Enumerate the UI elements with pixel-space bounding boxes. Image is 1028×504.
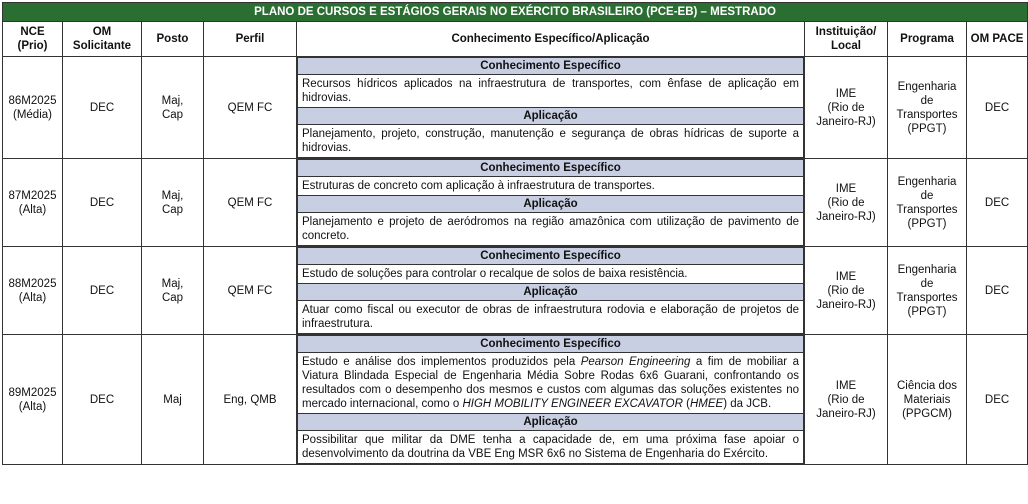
table-row <box>3 335 1028 465</box>
header-nce: NCE (Prio) <box>3 22 63 57</box>
programa-cell: Ciência dos Materiais (PPGCM) <box>888 335 967 465</box>
nce-cell: 87M2025 (Alta) <box>3 159 63 247</box>
subheader-conhecimento: Conhecimento Específico <box>298 248 804 265</box>
posto-cell: Maj, Cap <box>142 247 204 335</box>
conhecimento-cell <box>297 57 805 159</box>
om-cell: DEC <box>63 247 142 335</box>
header-posto: Posto <box>142 22 204 57</box>
pace-cell: DEC <box>967 159 1028 247</box>
conhecimento-cell <box>297 159 805 247</box>
header-om-pace: OM PACE <box>967 22 1028 57</box>
nce-cell: 88M2025 (Alta) <box>3 247 63 335</box>
subheader-aplicacao: Aplicação <box>298 414 804 431</box>
aplicacao-text: Atuar como fiscal ou executor de obras de infraestrutura rodovia e elaboração de projetos de infraestrutura. <box>298 301 804 334</box>
table-row <box>3 247 1028 335</box>
subheader-conhecimento: Conhecimento Específico <box>298 336 804 353</box>
instituicao-cell: IME (Rio de Janeiro-RJ) <box>805 57 888 159</box>
programa-cell: Engenharia de Transportes (PPGT) <box>888 159 967 247</box>
table-row <box>3 57 1028 159</box>
om-cell: DEC <box>63 159 142 247</box>
instituicao-cell: IME (Rio de Janeiro-RJ) <box>805 159 888 247</box>
instituicao-cell: IME (Rio de Janeiro-RJ) <box>805 335 888 465</box>
table-row <box>3 159 1028 247</box>
table-title: PLANO DE CURSOS E ESTÁGIOS GERAIS NO EXÉRCITO BRASILEIRO (PCE-EB) – MESTRADO <box>3 3 1028 22</box>
header-row <box>3 22 1028 57</box>
aplicacao-text: Planejamento e projeto de aeródromos na região amazônica com utilização de pavimento de concreto. <box>298 213 804 246</box>
aplicacao-text: Possibilitar que militar da DME tenha a capacidade de, em uma próxima fase apoiar o desenvolvimento da doutrina da VBE Eng MSR 6x6 no Sistema de Engenharia do Exército. <box>298 431 804 464</box>
nce-cell: 86M2025 (Média) <box>3 57 63 159</box>
posto-cell: Maj, Cap <box>142 57 204 159</box>
subheader-conhecimento: Conhecimento Específico <box>298 160 804 177</box>
conhecimento-text: Estruturas de concreto com aplicação à infraestrutura de transportes. <box>298 177 804 196</box>
header-conhecimento: Conhecimento Específico/Aplicação <box>297 22 805 57</box>
subheader-aplicacao: Aplicação <box>298 196 804 213</box>
courses-table <box>2 2 1028 465</box>
om-cell: DEC <box>63 57 142 159</box>
perfil-cell: QEM FC <box>204 159 297 247</box>
conhecimento-text: Estudo de soluções para controlar o recalque de solos de baixa resistência. <box>298 265 804 284</box>
conhecimento-text: Recursos hídricos aplicados na infraestrutura de transportes, com ênfase de aplicação em hidrovias. <box>298 75 804 108</box>
conhecimento-cell <box>297 247 805 335</box>
pace-cell: DEC <box>967 57 1028 159</box>
nce-cell: 89M2025 (Alta) <box>3 335 63 465</box>
subheader-conhecimento: Conhecimento Específico <box>298 58 804 75</box>
perfil-cell: Eng, QMB <box>204 335 297 465</box>
programa-cell: Engenharia de Transportes (PPGT) <box>888 57 967 159</box>
om-cell: DEC <box>63 335 142 465</box>
header-om-solicitante: OM Solicitante <box>63 22 142 57</box>
perfil-cell: QEM FC <box>204 247 297 335</box>
posto-cell: Maj, Cap <box>142 159 204 247</box>
conhecimento-text: Estudo e análise dos implementos produzidos pela Pearson Engineering a fim de mobiliar a Viatura Blindada Especial de Engenharia Média Sobre Rodas 6x6 Guarani, confrontando os resultados com o desempenho dos mesmos e custos com algumas das soluções existentes no mercado internacional, como o HIGH MOBILITY ENGINEER EXCAVATOR (HMEE) da JCB. <box>298 353 804 414</box>
subheader-aplicacao: Aplicação <box>298 284 804 301</box>
conhecimento-cell <box>297 335 805 465</box>
subheader-aplicacao: Aplicação <box>298 108 804 125</box>
header-programa: Programa <box>888 22 967 57</box>
pace-cell: DEC <box>967 335 1028 465</box>
header-instituicao: Instituição/ Local <box>805 22 888 57</box>
perfil-cell: QEM FC <box>204 57 297 159</box>
posto-cell: Maj <box>142 335 204 465</box>
header-perfil: Perfil <box>204 22 297 57</box>
pace-cell: DEC <box>967 247 1028 335</box>
instituicao-cell: IME (Rio de Janeiro-RJ) <box>805 247 888 335</box>
programa-cell: Engenharia de Transportes (PPGT) <box>888 247 967 335</box>
aplicacao-text: Planejamento, projeto, construção, manutenção e segurança de obras hídricas de suporte a hidrovias. <box>298 125 804 158</box>
